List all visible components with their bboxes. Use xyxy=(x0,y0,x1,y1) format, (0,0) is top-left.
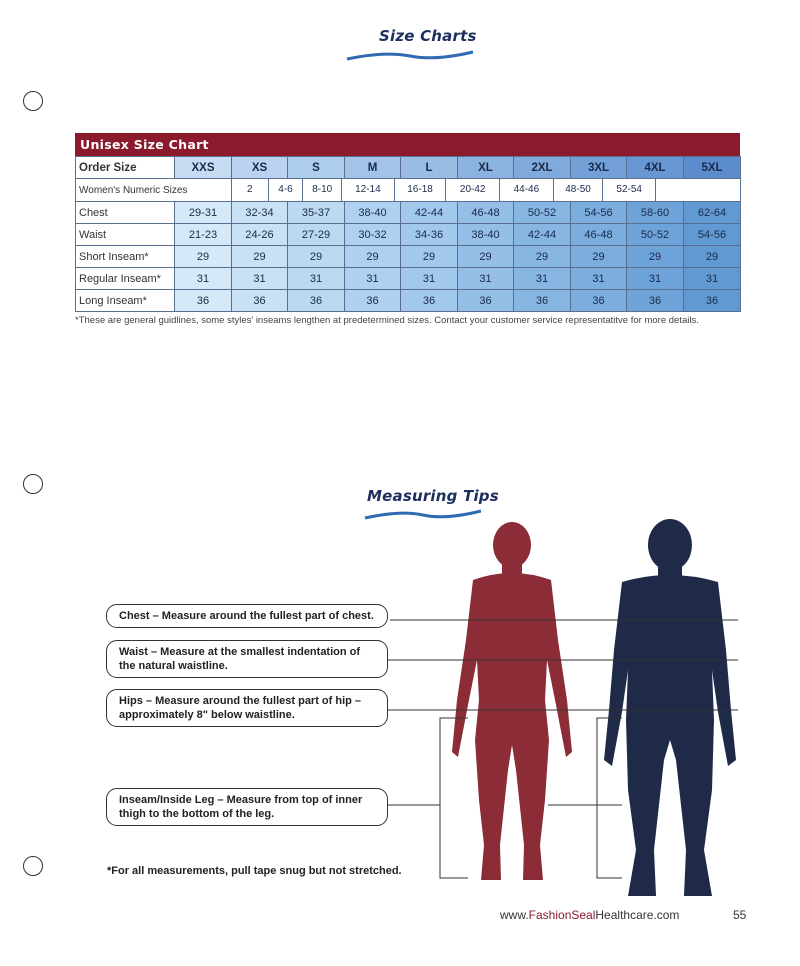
hips-tip-line2: approximately 8" below waistline. xyxy=(119,709,295,721)
male-figure xyxy=(604,519,736,896)
url-suffix: Healthcare.com xyxy=(595,908,680,922)
table-cell: 29 xyxy=(232,246,288,268)
table-cell: 50-52 xyxy=(514,202,571,224)
table-cell: 30-32 xyxy=(345,224,401,246)
table-cell: 29 xyxy=(684,246,741,268)
table-cell: 36 xyxy=(288,290,345,312)
url-prefix: www. xyxy=(500,908,529,922)
row-label: Short Inseam* xyxy=(76,246,175,268)
table-cell: 62-64 xyxy=(684,202,741,224)
table-cell: 50-52 xyxy=(627,224,684,246)
table-cell: 36 xyxy=(684,290,741,312)
page-title: Size Charts xyxy=(379,27,477,45)
table-cell: 31 xyxy=(232,268,288,290)
table-cell: 36 xyxy=(175,290,232,312)
table-cell: 29 xyxy=(288,246,345,268)
table-cell: 5XL xyxy=(684,157,741,179)
table-cell: 31 xyxy=(401,268,458,290)
table-cell: 31 xyxy=(684,268,741,290)
table-cell: 3XL xyxy=(571,157,627,179)
measurement-footnote: *For all measurements, pull tape snug but not stretched. xyxy=(107,865,402,877)
table-cell: 12-14 xyxy=(342,179,395,201)
chart-footnote: *These are general guidlines, some styles' inseams lengthen at predetermined sizes. Contact your customer service representatitve for more details. xyxy=(75,315,699,326)
table-cell: 29 xyxy=(627,246,684,268)
table-cell: 29-31 xyxy=(175,202,232,224)
measuring-tips-title: Measuring Tips xyxy=(367,487,499,505)
table-cell: 29 xyxy=(175,246,232,268)
table-cell: 31 xyxy=(175,268,232,290)
table-cell: 31 xyxy=(288,268,345,290)
table-cell: 2 xyxy=(232,179,269,201)
table-cell: 38-40 xyxy=(345,202,401,224)
table-cell: 36 xyxy=(401,290,458,312)
inseam-tip xyxy=(106,788,388,826)
table-cell: 44-46 xyxy=(500,179,554,201)
table-cell: L xyxy=(401,157,458,179)
table-cell: 34-36 xyxy=(401,224,458,246)
row-label: Long Inseam* xyxy=(76,290,175,312)
table-cell: 31 xyxy=(345,268,401,290)
table-cell: 29 xyxy=(571,246,627,268)
table-cell: 4XL xyxy=(627,157,684,179)
waist-tip-line2: the natural waistline. xyxy=(119,660,228,672)
chart-title: Unisex Size Chart xyxy=(75,133,740,156)
row-label: Waist xyxy=(76,224,175,246)
table-cell: 54-56 xyxy=(684,224,741,246)
row-label: Women's Numeric Sizes xyxy=(76,179,232,202)
hips-tip xyxy=(106,689,388,727)
table-cell: 29 xyxy=(458,246,514,268)
table-cell: XS xyxy=(232,157,288,179)
url-brand: FashionSeal xyxy=(528,908,596,922)
footer-url[interactable] xyxy=(500,908,679,922)
table-cell: 42-44 xyxy=(401,202,458,224)
hips-tip-line1: Hips – Measure around the fullest part of hip – xyxy=(119,695,362,707)
table-cell: 46-48 xyxy=(458,202,514,224)
table-cell: 36 xyxy=(514,290,571,312)
table-cell: 54-56 xyxy=(571,202,627,224)
table-cell: 58-60 xyxy=(627,202,684,224)
inseam-tip-line2: thigh to the bottom of the leg. xyxy=(119,808,275,820)
table-cell: S xyxy=(288,157,345,179)
table-cell: 52-54 xyxy=(603,179,656,201)
table-cell: 21-23 xyxy=(175,224,232,246)
row-label: Order Size xyxy=(76,157,175,179)
table-cell: 38-40 xyxy=(458,224,514,246)
table-cell: 29 xyxy=(514,246,571,268)
table-cell: 4-6 xyxy=(269,179,304,201)
inseam-tip-line1: Inseam/Inside Leg – Measure from top of inner xyxy=(119,794,363,806)
table-cell: M xyxy=(345,157,401,179)
female-figure xyxy=(452,522,572,880)
table-cell: 2XL xyxy=(514,157,571,179)
table-cell: 36 xyxy=(571,290,627,312)
table-cell: 36 xyxy=(232,290,288,312)
table-cell: 36 xyxy=(458,290,514,312)
table-cell: 36 xyxy=(345,290,401,312)
table-cell: 16-18 xyxy=(395,179,447,201)
table-cell: 32-34 xyxy=(232,202,288,224)
table-cell: 20-42 xyxy=(446,179,500,201)
table-cell: 8-10 xyxy=(303,179,342,201)
table-cell: 27-29 xyxy=(288,224,345,246)
table-cell: 48-50 xyxy=(554,179,604,201)
row-label: Chest xyxy=(76,202,175,224)
table-cell: XXS xyxy=(175,157,232,179)
table-cell: XL xyxy=(458,157,514,179)
table-cell: 36 xyxy=(627,290,684,312)
table-cell: 31 xyxy=(514,268,571,290)
table-cell: 31 xyxy=(571,268,627,290)
table-cell: 29 xyxy=(401,246,458,268)
page-number: 55 xyxy=(733,908,747,922)
table-cell: 42-44 xyxy=(514,224,571,246)
chest-tip xyxy=(106,604,388,628)
table-cell: 29 xyxy=(345,246,401,268)
table-cell: 46-48 xyxy=(571,224,627,246)
table-cell: 35-37 xyxy=(288,202,345,224)
table-cell: 31 xyxy=(458,268,514,290)
table-cell: 24-26 xyxy=(232,224,288,246)
waist-tip-line1: Waist – Measure at the smallest indentation of xyxy=(119,646,361,658)
table-cell: 31 xyxy=(627,268,684,290)
waist-tip xyxy=(106,640,388,678)
row-label: Regular Inseam* xyxy=(76,268,175,290)
chest-tip-text: Chest – Measure around the fullest part of chest. xyxy=(119,610,374,622)
